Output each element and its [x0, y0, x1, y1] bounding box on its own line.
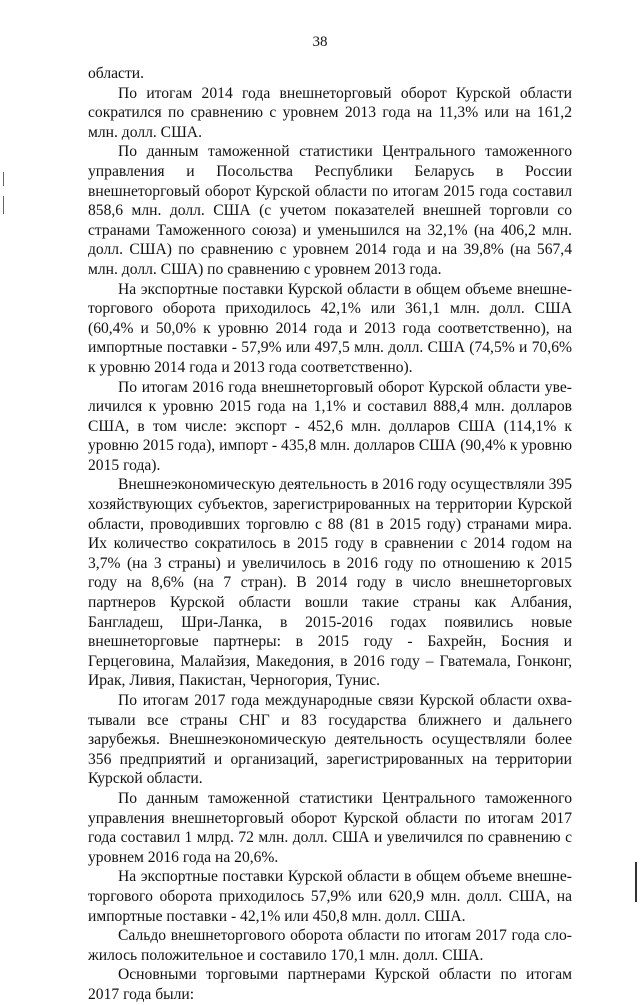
page-number: 38 [312, 34, 328, 50]
paragraph-2014-turnover: По итогам 2014 года внешнеторговый оборот Курской области сократился по сравнению с уровнем 2013 года на 11,3% или на 161,2 млн. долл. США. [88, 84, 572, 141]
body-text [88, 64, 572, 1005]
paragraph-2017-relations: По итогам 2017 года международные связи Курской области охватывали все страны СНГ и 83 государства ближнего и дальнего зарубежья. Внешнеэкономическую деятельность осуществляли более 356 предприятий и организаций, зарегистрированных на территории Курской области. [88, 692, 572, 788]
paragraph-2015-turnover: По данным таможенной статистики Центрального таможенного управления и Посольства Республики Беларусь в России внешнеторговый оборот Курской области по итогам 2015 года составил 858,6 млн. долл. США (с учетом показателей внешней торговли со странами Таможенного союза) и уменьшился на 32,1% (на 406,2 млн. долл. США) по сравнению с уровнем 2014 года и на 39,8% (на 567,4 млн. долл. США) по сравнению с уровнем 2013 года. [88, 143, 572, 278]
scan-margin-mark [3, 172, 4, 186]
paragraph-2016-turnover: По итогам 2016 года внешнеторговый оборот Курской области увеличился к уровню 2015 года на 1,1% и составил 888,4 млн. долларов США, в том числе: экспорт - 452,6 млн. долларов США (114,1% к уровню 2015 года), импорт - 435,8 млн. долларов США (90,4% к уровню 2015 года). [88, 378, 572, 474]
paragraph-2016-partners: Внешнеэкономическую деятельность в 2016 году осуществляли 395 хозяйствующих субъектов, зарегистрированных на территории Курской области, проводивших торговлю с 88 (81 в 2015 году) странами мира. Их количество сократилось в 2015 году в сравнении с 2014 годом на 3,7% (на 3 страны) и увеличилось в 2016 году по отношению к 2015 году на 8,6% (на 7 стран). В 2014 году в число внешнеторговых партнеров Курской области вошли такие страны как Албания, Бангладеш, Шри-Ланка, в 2015-2016 годах появились новые внешнеторговые партнеры: в 2015 году - Бахрейн, Босния и Герцеговина, Малайзия, Македония, в 2016 году – Гватемала, Гонконг, Ирак, Ливия, Пакистан, Черногория, Тунис. [88, 476, 572, 690]
paragraph-2017-balance: Сальдо внешнеторгового оборота области по итогам 2017 года сложилось положительное и составило 170,1 млн. долл. США. [88, 927, 572, 964]
paragraph-main-partners: Основными торговыми партнерами Курской области по итогам 2017 года были: [88, 966, 572, 1003]
paragraph-2017-export-import: На экспортные поставки Курской области в общем объеме внешнеторгового оборота приходилось 57,9% или 620,9 млн. долл. США, на импортные поставки - 42,1% или 450,8 млн. долл. США. [88, 868, 572, 925]
scan-edge-mark [635, 862, 637, 902]
paragraph-2017-turnover: По данным таможенной статистики Центрального таможенного управления внешнеторговый оборот Курской области по итогам 2017 года составил 1 млрд. 72 млн. долл. США и увеличился по сравнению с уровнем 2016 года на 20,6%. [88, 789, 572, 866]
paragraph-continuation: области. [88, 65, 145, 82]
paragraph-2015-export-import: На экспортные поставки Курской области в общем объеме внешнеторгового оборота приходилось 42,1% или 361,1 млн. долл. США (60,4% и 50,0% к уровню 2014 года и 2013 года соответственно), на импортные поставки - 57,9% или 497,5 млн. долл. США (74,5% и 70,6% к уровню 2014 года и 2013 года соответственно). [88, 280, 572, 376]
scan-margin-mark [3, 196, 4, 214]
